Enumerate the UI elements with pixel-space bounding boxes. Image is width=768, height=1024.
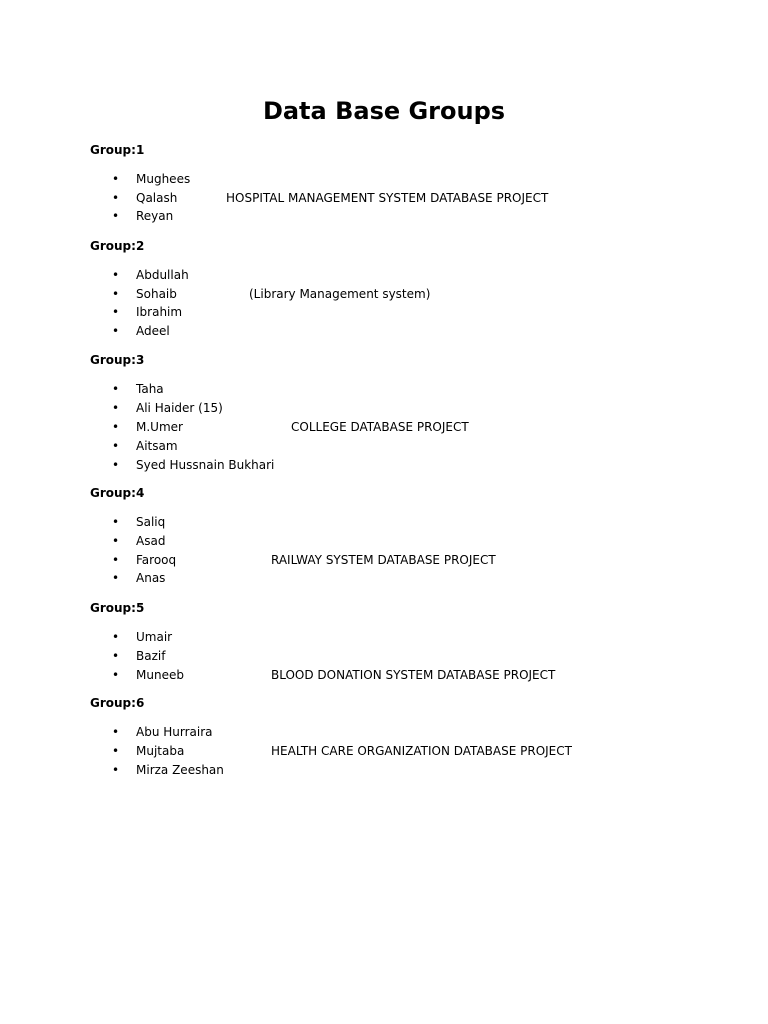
project-title: RAILWAY SYSTEM DATABASE PROJECT	[271, 553, 496, 567]
list-item	[112, 762, 224, 778]
list-item	[112, 400, 223, 416]
list-item	[112, 267, 189, 283]
group-heading: Group:5	[90, 601, 145, 615]
member-name: Syed Hussnain Bukhari	[136, 458, 275, 472]
project-title: HOSPITAL MANAGEMENT SYSTEM DATABASE PROJECT	[226, 191, 549, 205]
member-name: Asad	[136, 534, 166, 548]
bullet-icon: •	[112, 515, 120, 529]
list-item	[112, 533, 165, 549]
list-item	[112, 514, 165, 530]
member-name: Abdullah	[136, 268, 189, 282]
member-name: Mirza Zeeshan	[136, 763, 224, 777]
bullet-icon: •	[112, 439, 120, 453]
member-name: Anas	[136, 571, 166, 585]
member-name: Mughees	[136, 172, 191, 186]
member-name: Muneeb	[136, 668, 184, 682]
bullet-icon: •	[112, 668, 120, 682]
bullet-icon: •	[112, 401, 120, 415]
bullet-icon: •	[112, 209, 120, 223]
group-heading: Group:4	[90, 486, 145, 500]
list-item	[112, 552, 176, 568]
member-name: Abu Hurraira	[136, 725, 213, 739]
bullet-icon: •	[112, 382, 120, 396]
bullet-icon: •	[112, 553, 120, 567]
member-name: Aitsam	[136, 439, 178, 453]
group-heading: Group:2	[90, 239, 145, 253]
bullet-icon: •	[112, 744, 120, 758]
bullet-icon: •	[112, 268, 120, 282]
member-name: Bazif	[136, 649, 166, 663]
bullet-icon: •	[112, 630, 120, 644]
member-name: Ali Haider (15)	[136, 401, 223, 415]
group-heading: Group:6	[90, 696, 145, 710]
bullet-icon: •	[112, 649, 120, 663]
project-title: HEALTH CARE ORGANIZATION DATABASE PROJECT	[271, 744, 572, 758]
list-item	[112, 323, 170, 339]
member-name: Mujtaba	[136, 744, 185, 758]
group-heading: Group:3	[90, 353, 145, 367]
bullet-icon: •	[112, 420, 120, 434]
member-name: Sohaib	[136, 287, 177, 301]
member-name: Ibrahim	[136, 305, 183, 319]
list-item	[112, 171, 190, 187]
member-name: Farooq	[136, 553, 177, 567]
list-item	[112, 286, 177, 302]
list-item	[112, 190, 177, 206]
list-item	[112, 438, 178, 454]
list-item	[112, 457, 274, 473]
list-item	[112, 648, 165, 664]
project-title: (Library Management system)	[249, 287, 431, 301]
page-title: Data Base Groups	[262, 97, 506, 125]
member-name: M.Umer	[136, 420, 183, 434]
list-item	[112, 743, 184, 759]
member-name: Umair	[136, 630, 173, 644]
member-name: Adeel	[136, 324, 170, 338]
member-name: Reyan	[136, 209, 174, 223]
group-heading: Group:1	[90, 143, 145, 157]
bullet-icon: •	[112, 324, 120, 338]
list-item	[112, 304, 182, 320]
list-item	[112, 381, 164, 397]
bullet-icon: •	[112, 534, 120, 548]
list-item	[112, 629, 172, 645]
member-name: Taha	[136, 382, 164, 396]
list-item	[112, 570, 165, 586]
bullet-icon: •	[112, 763, 120, 777]
bullet-icon: •	[112, 305, 120, 319]
bullet-icon: •	[112, 287, 120, 301]
bullet-icon: •	[112, 725, 120, 739]
list-item	[112, 208, 173, 224]
project-title: COLLEGE DATABASE PROJECT	[291, 420, 469, 434]
member-name: Qalash	[136, 191, 178, 205]
list-item	[112, 419, 183, 435]
list-item	[112, 667, 184, 683]
bullet-icon: •	[112, 191, 120, 205]
project-title: BLOOD DONATION SYSTEM DATABASE PROJECT	[271, 668, 556, 682]
list-item	[112, 724, 213, 740]
bullet-icon: •	[112, 458, 120, 472]
bullet-icon: •	[112, 571, 120, 585]
bullet-icon: •	[112, 172, 120, 186]
member-name: Saliq	[136, 515, 166, 529]
